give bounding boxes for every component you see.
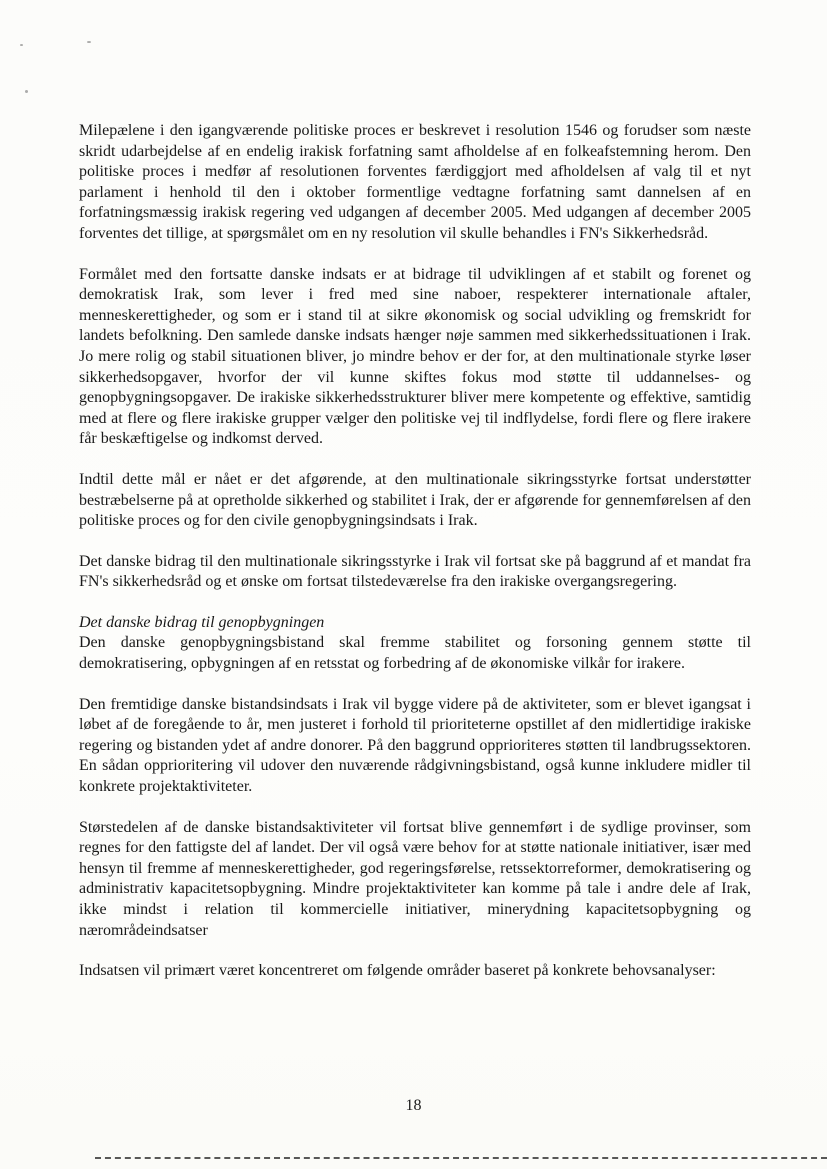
- scan-edge-line: [95, 1157, 827, 1159]
- section-heading-reconstruction: Det danske bidrag til genopbygningen: [79, 613, 325, 631]
- document-body: [79, 121, 751, 1002]
- paragraph-purpose-of-danish-effort: Formålet med den fortsatte danske indsats er at bidrage til udviklingen af et stabilt og forenet og demokratisk Irak, som lever i fred med sine naboer, respekterer internationale aftaler, menneskerettigheder, og som er i stand til at sikre økonomisk og social udvikling og fremskridt for landets befolkning. Den samlede danske indsats hænger nøje sammen med sikkerhedssituationen i Irak. Jo mere rolig og stabil situationen bliver, jo mindre behov er der for, at den multinationale styrke løser sikkerhedsopgaver, hvorfor der vil kunne skiftes fokus mod støtte til uddannelses- og genopbygningsopgaver. De irakiske sikkerhedsstrukturer bliver mere kompetente og effektive, samtidig med at flere og flere irakiske grupper vælger den politiske vej til indflydelse, fordi flere og flere irakere får beskæftigelse og indkomst derved.: [79, 265, 751, 448]
- paragraph-southern-provinces: Størstedelen af de danske bistandsaktiviteter vil fortsat blive gennemført i de sydlige provinser, som regnes for den fattigste del af landet. Der vil også være behov for at støtte nationale initiativer, især med hensyn til fremme af menneskerettigheder, god regeringsførelse, retssektorreformer, demokratisering og administrativ kapacitetsopbygning. Mindre projektaktiviteter kan komme på tale i andre dele af Irak, ikke mindst i relation til kommercielle initiativer, minerydning kapacitetsopbygning og nærområdeindsatser: [79, 818, 751, 939]
- paragraph-political-process-milestones: Milepælene i den igangværende politiske proces er beskrevet i resolution 1546 og forudser som næste skridt udarbejdelse af en endelig irakisk forfatning samt afholdelse af en folkeafstemning herom. Den politiske proces i medfør af resolutionen forventes færdiggjort med afholdelsen af valg til et nyt parlament i henhold til den i oktober formentlige vedtagne forfatning samt dannelsen af en forfatningsmæssig irakisk regering ved udgangen af december 2005. Med udgangen af december 2005 forventes det tillige, at spørgsmålet om en ny resolution vil skulle behandles i FN's Sikkerhedsråd.: [79, 122, 751, 242]
- scan-speck: [20, 44, 23, 46]
- paragraph-danish-contribution-mandate: Det danske bidrag til den multinationale sikringsstyrke i Irak vil fortsat ske på baggrund af et mandat fra FN's sikkerhedsråd og et ønske om fortsat tilstedeværelse fra den irakiske overgangsregering.: [79, 552, 751, 591]
- paragraph-focus-areas-intro: Indsatsen vil primært været koncentreret om følgende områder baseret på konkrete behovsanalyser:: [79, 962, 716, 980]
- page-number: 18: [405, 1097, 422, 1114]
- paragraph-reconstruction-aid: Den danske genopbygningsbistand skal fremme stabilitet og forsoning gennem støtte til demokratisering, opbygningen af en retsstat og forbedring af de økonomiske vilkår for irakere.: [79, 634, 751, 673]
- paragraph-future-aid-priorities: Den fremtidige danske bistandsindsats i Irak vil bygge videre på de aktiviteter, som er blevet igangsat i løbet af de foregående to år, men justeret i forhold til prioriteterne opstillet af den midlertidige irakiske regering og bistanden ydet af andre donorer. På den baggrund opprioriteres støtten til landbrugssektoren. En sådan opprioritering vil udover den nuværende rådgivningsbistand, også kunne inkludere midler til konkrete projektaktiviteter.: [79, 695, 751, 796]
- scan-speck: [25, 90, 28, 93]
- scan-speck: [87, 41, 91, 43]
- paragraph-multinational-security-force: Indtil dette mål er nået er det afgørende, at den multinationale sikringsstyrke fortsat understøtter bestræbelserne på at opretholde sikkerhed og stabilitet i Irak, der er afgørende for gennemførelsen af den politiske proces og for den civile genopbygningsindsats i Irak.: [79, 470, 751, 530]
